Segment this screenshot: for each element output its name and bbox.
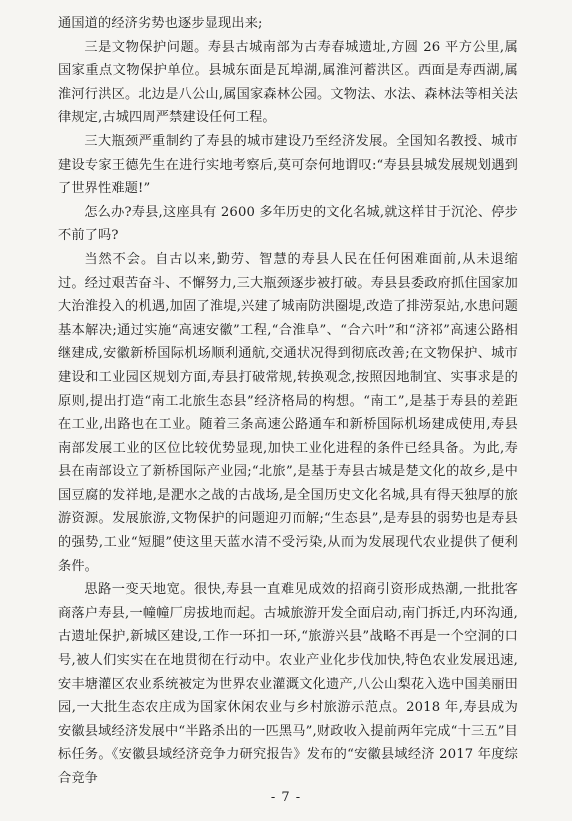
paragraph-cultural-relics: 三是文物保护问题。寿县古城南部为古寿春城遗址,方圆 26 平方公里,属国家重点文物保护单位。县城东面是瓦埠湖,属淮河蓄洪区。西面是寿西湖,属淮河行洪区。北边是八公山,属国家森林公园。文物法、水法、森林法等相关法律规定,古城四周严禁建设任何工程。 [58,39,518,126]
paragraph-question: 怎么办?寿县,这座具有 2600 多年历史的文化名城,就这样甘于沉沦、停步不前了吗? [58,204,518,244]
paragraph-bottlenecks: 三大瓶颈严重制约了寿县的城市建设乃至经济发展。全国知名教授、城市建设专家王德先生在进行实地考察后,莫可奈何地谓叹:“寿县县城发展规划遇到了世界性难题!” [58,133,518,197]
paragraph-breakthrough: 当然不会。自古以来,勤劳、智慧的寿县人民在任何困难面前,从未退缩过。经过艰苦奋斗、不懈努力,三大瓶颈逐步被打破。寿县县委政府抓住国家加大治淮投入的机遇,加固了淮堤,兴建了城南防洪圈堤,改造了排涝泵站,水患问题基本解决;通过实施“高速安徽”工程,“合淮阜”、“合六叶”和“济祁”高速公路相继建成,安徽新桥国际机场顺利通航,交通状况得到彻底改善;在文物保护、城市建设和工业园区规划方面,寿县打破常规,转换观念,按照因地制宜、实事求是的原则,提出打造“南工北旅生态县”经济格局的构想。“南工”,是基于寿县的差距在工业,出路也在工业。随着三条高速公路通车和新桥国际机场建成使用,寿县南部发展工业的区位比较优势显现,加快工业化进程的条件已经具备。为此,寿县在南部设立了新桥国际产业园;“北旅”,是基于寿县古城是楚文化的故乡,是中国豆腐的发祥地,是淝水之战的古战场,是全国历史文化名城,具有得天独厚的旅游资源。发展旅游,文物保护的问题迎刃而解;“生态县”,是寿县的弱势也是寿县的强势,工业“短腿”使这里天蓝水清不受污染,从而为发展现代农业提供了便利条件。 [58,251,518,574]
paragraph-continuation: 通国道的经济劣势也逐步显现出来; [58,16,263,31]
paragraph-new-approach: 思路一变天地宽。很快,寿县一直难见成效的招商引资形成热潮,一批批客商落户寿县,一幢幢厂房拔地而起。古城旅游开发全面启动,南门拆迁,内环沟通,古遗址保护,新城区建设,工作一环扣一环,“旅游兴县”战略不再是一个空洞的口号,被人们实实在在地贯彻在行动中。农业产业化步伐加快,特色农业发展迅速,安丰塘灌区农业系统被定为世界农业灌溉文化遗产,八公山梨花入选中国美丽田园,一大批生态农庄成为国家休闲农业与乡村旅游示范点。2018 年,寿县成为安徽县域经济发展中“半路杀出的一匹黑马”,财政收入提前两年完成“十三五”目标任务。《安徽县域经济竞争力研究报告》发布的“安徽县域经济 2017 年度综合竞争 [58,582,518,786]
page-number: - 7 - [270,790,302,805]
